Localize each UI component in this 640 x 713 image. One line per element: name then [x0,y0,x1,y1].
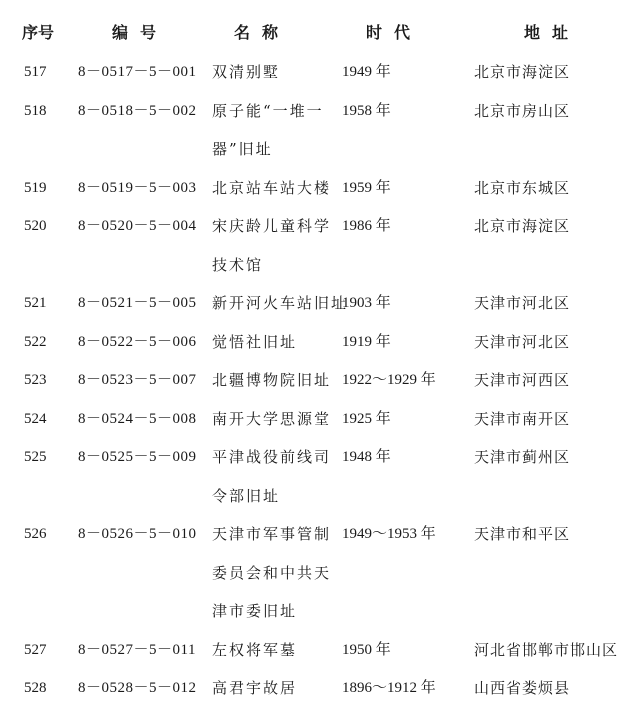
row-address: 天津市河西区 [474,371,571,389]
table-row [0,674,640,713]
row-name [212,520,332,636]
row-seq: 517 [24,64,47,80]
row-name [212,674,324,713]
table-body [0,58,640,713]
row-code: 8－0527－5－011 [78,641,196,658]
row-era: 1958 年 [342,102,391,119]
row-address: 北京市东城区 [474,178,571,197]
row-name-line: 左权将军墓 [212,640,298,659]
row-era: 1948 年 [342,449,391,465]
table-row [0,289,640,328]
row-name-line: 平津战役前线司 [212,448,332,466]
row-name-line: 天津市军事管制 [212,525,332,543]
row-seq: 523 [24,372,47,388]
row-name [212,636,324,675]
row-name-line: 技术馆 [212,255,264,274]
table-row [0,405,640,444]
row-seq: 524 [24,410,47,427]
table-row [0,97,640,174]
row-name-line: 高君宇故居 [212,679,298,697]
row-name-line: 令部旧址 [212,486,281,505]
table-row [0,636,640,675]
row-name [212,174,332,213]
row-address: 北京市房山区 [474,101,571,120]
row-seq: 518 [24,102,47,119]
row-code: 8－0524－5－008 [78,410,197,427]
row-code: 8－0525－5－009 [78,449,197,465]
row-address: 北京市海淀区 [474,63,571,81]
row-name [212,212,332,289]
row-era: 1986 年 [342,218,391,234]
row-code: 8－0519－5－003 [78,179,197,196]
row-code: 8－0522－5－006 [78,333,197,350]
row-name-line: 南开大学思源堂 [212,409,332,428]
row-name-line: 宋庆龄儿童科学 [212,217,332,235]
row-name [212,97,324,174]
header-name: 名称 [234,23,291,42]
row-address: 天津市河北区 [474,294,571,312]
row-name-line: 器”旧址 [212,140,273,158]
row-era: 1949 年 [342,64,391,80]
row-seq: 521 [24,295,47,311]
row-era: 1950 年 [342,641,391,658]
row-address: 河北省邯郸市邯山区 [474,640,619,659]
row-code: 8－0526－5－010 [78,526,197,542]
row-code: 8－0521－5－005 [78,295,197,311]
table-row [0,174,640,213]
row-name [212,366,332,405]
row-seq: 520 [24,218,47,234]
row-name-line: 委员会和中共天 [212,563,332,582]
header-seq: 序号 [22,23,55,42]
row-name-line: 北京站车站大楼 [212,178,332,197]
table-row [0,328,640,367]
row-code: 8－0520－5－004 [78,218,197,234]
row-seq: 525 [24,449,47,465]
row-name [212,405,332,444]
header-era: 时代 [366,23,423,42]
header-address: 地址 [524,23,581,42]
row-era: 1903 年 [342,295,391,311]
row-name-line: 原子能“一堆一 [212,101,324,120]
row-era: 1925 年 [342,410,391,427]
row-name-line: 新开河火车站旧址 [212,294,349,312]
row-address: 天津市蓟州区 [474,448,571,466]
row-era: 1922～1929 年 [342,372,436,388]
table-row [0,443,640,520]
row-code: 8－0523－5－007 [78,372,197,388]
row-name [212,289,349,328]
row-name [212,328,324,367]
row-address: 天津市南开区 [474,409,571,428]
row-era: 1919 年 [342,333,391,350]
row-address: 北京市海淀区 [474,217,571,235]
row-seq: 528 [24,680,47,696]
row-era: 1959 年 [342,179,391,196]
table-header [0,20,640,46]
row-address: 山西省娄烦县 [474,679,571,697]
header-code: 编号 [112,23,169,42]
row-code: 8－0528－5－012 [78,680,197,696]
row-name [212,58,324,97]
table-row [0,58,640,97]
row-address: 天津市和平区 [474,525,571,543]
row-name-line: 北疆博物院旧址 [212,371,332,389]
row-era: 1949～1953 年 [342,526,436,542]
table-row [0,520,640,636]
row-seq: 522 [24,333,47,350]
row-name-line: 双清别墅 [212,63,281,81]
row-name-line: 觉悟社旧址 [212,332,298,351]
row-address: 天津市河北区 [474,332,571,351]
row-era: 1896～1912 年 [342,680,436,696]
row-name [212,443,332,520]
row-code: 8－0518－5－002 [78,102,197,119]
row-seq: 527 [24,641,47,658]
row-seq: 519 [24,179,47,196]
table-row [0,212,640,289]
table-row [0,366,640,405]
row-name-line: 津市委旧址 [212,602,298,620]
row-code: 8－0517－5－001 [78,64,197,80]
row-seq: 526 [24,526,47,542]
